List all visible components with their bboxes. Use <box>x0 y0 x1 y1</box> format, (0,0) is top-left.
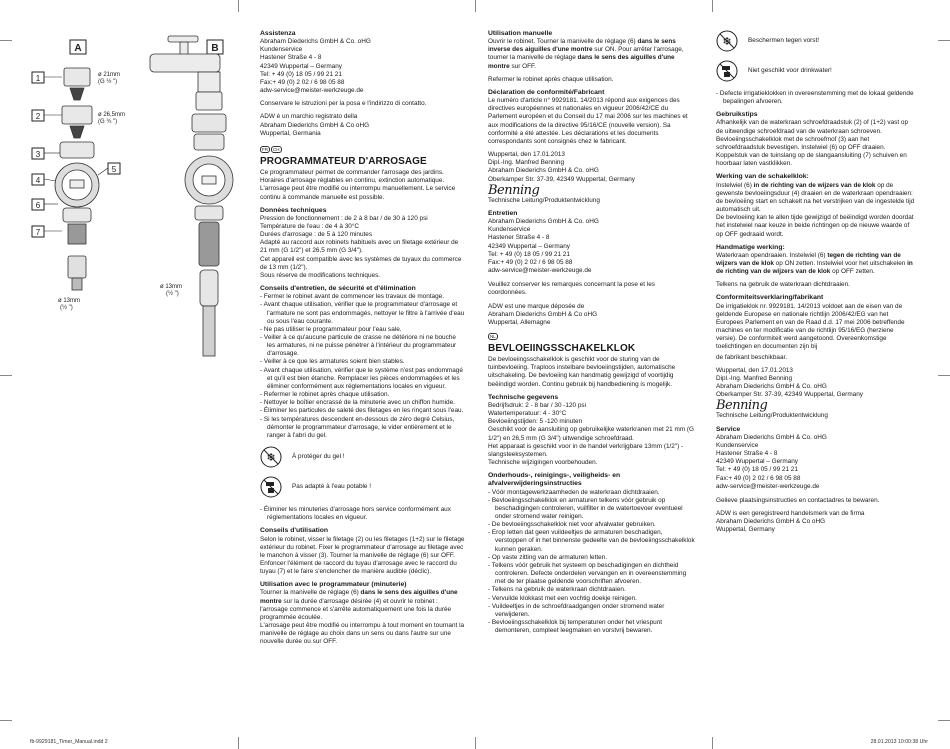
language-flags: FR CH <box>262 146 280 152</box>
use-heading-fr: Conseils d'utilisation <box>260 527 329 535</box>
frost-icon <box>716 30 738 52</box>
signature: Benning <box>488 182 540 198</box>
conserve-note: Conservare le istruzioni per la posa e l'indirizzo di contatto. <box>260 100 427 108</box>
sign-date: Wuppertal, den 17.01.2013 <box>488 151 565 159</box>
exploded-parts-a <box>55 68 99 244</box>
prog-heading-fr: Utilisation avec le programmateur (minuterie) <box>260 581 407 589</box>
use-text-nl: Afhankelijk van de waterkraan schroefdraadstuk (2) of (1+2) vast op de uitwendige schroefdraad van de waterkraan schroeven. Bevloeiingsschakelklok met de schroefmof (3) aan het schroefdraadstuk bevestigen. Instelwiel (6) op OFF draaien. Koppelstuk van de tuinslang op de slangaansluiting (7) schuiven en hoorbaar laten vastklikken. <box>716 119 908 168</box>
tech-heading-fr: Données techniques <box>260 206 327 214</box>
dim-26-thread: (G ¾ ") <box>98 119 118 125</box>
prog-text-fr: Tourner la manivelle de réglage (6) dans le sens des aiguilles d'une montre sur la durée d'arrosage désirée (4) et ouvrir le robinet : l'arrosage commence et s'arrête automatiquement une fois la durée programmée écoulée. <box>260 589 458 621</box>
entretien-address: Abraham Diederichs GmbH & Co. oHG Kundenservice Hastener Straße 4 - 8 42349 Wuppertal – Germany Tel: + 49 (0) 18 05 / 99 21 21 Fax:+ 49 (0) 2 02 / 6 98 05 88 adw-service@meister-werkzeuge.de <box>488 218 599 275</box>
water-warning-nl: Niet geschikt voor drinkwater! <box>716 60 916 82</box>
frost-icon <box>260 446 282 468</box>
decl-heading-fr: Déclaration de conformité/Fabricant <box>488 88 605 96</box>
work-text-nl: Instelwiel (6) in de richting van de wijzers van de klok op de gewenste bevloeiingsduur (4) draaien en de waterkraan opendraaien: de bevloeiing start en schakelt na het verstrijken van de ingestelde tijd automatisch uit. <box>716 181 915 214</box>
elim-list-nl: - Defecte irrigatieklokken in overeenstemming met de lokaal geldende bepalingen afvoeren. <box>716 90 916 106</box>
work-heading-nl: Werking van de schakelklok: <box>716 173 809 181</box>
use-text-fr: Selon le robinet, visser le filetage (2) ou les filetages (1+2) sur le filetage extérieur du robinet. Fixer le programmateur d'arrosage au filetage avec le manchon à visser (3). Tourner la manivelle de réglage (6) sur OFF. Enfoncer l'élément de raccord du tuyau d'arrosage avec le raccord du tuyau (7) et le faire s'enclencher de manière audible (déclic). <box>260 535 465 576</box>
dim-13b-label: ø 13mm <box>160 284 183 290</box>
sign-block-nl: Dipl.-Ing. Manfred Benning Abraham Diederichs GmbH & Co. oHG Oberkamper Str. 37-39, 42349 Wuppertal, Germany <box>716 374 863 399</box>
decl-text-fr: Le numéro d'article n° 9929181. 14/2013 répond aux exigences des directives européennes et nationales en vigueur 2006/42/CE du Parlement européen et du Conseil du 17 mai 2006 sur les machines et aux modifications de la directive 95/16/CE (nouvelle version). Sa conformité a été attestée. Les déclarations et les documents correspondants sont consignés chez le fabricant. <box>488 97 688 145</box>
svg-text:❄: ❄ <box>266 452 276 465</box>
column-1 <box>260 30 465 652</box>
svg-text:1: 1 <box>35 74 41 83</box>
service-address-nl: Abraham Diederichs GmbH & Co. oHG Kundenservice Hastener Straße 4 - 8 42349 Wuppertal – Germany Tel: + 49 (0) 18 05 / 99 21 21 Fax:+ 49 (0) 2 02 / 6 98 05 88 adw-service@meister-werkzeuge.de <box>716 433 827 490</box>
decl-heading-nl: Conformiteitsverklaring/fabrikant <box>716 294 824 302</box>
close-tap-fr: Refermer le robinet après chaque utilisation. <box>488 75 614 83</box>
manual-text-fr: Ouvrir le robinet. Tourner la manivelle de réglage (6) dans le sens inverse des aiguilles d'une montre sur ON. Pour arrêter l'arrosage, tourner la manivelle de réglage dans le sens des aiguilles d'une montre sur OFF. <box>488 38 684 70</box>
prog-text2-fr: L'arrosage peut être modifié ou interrompu à tout moment en tournant la manivelle de réglage au choix dans un sens ou dans l'autre sur une nouvelle durée ou sur OFF. <box>260 622 465 646</box>
tech-heading-nl: Technische gegevens <box>488 393 559 401</box>
footer-timestamp: 28.01.2013 10:00:38 Uhr <box>870 739 928 745</box>
dim-21-label: ø 21mm <box>98 72 121 78</box>
assist-heading: Assistenza <box>260 30 296 37</box>
svg-text:5: 5 <box>111 165 117 174</box>
entretien-heading: Entretien <box>488 209 518 217</box>
use-heading-nl: Gebruikstips <box>716 111 758 119</box>
adw-trademark-it: ADW è un marchio registrato della Abraham Diederichs GmbH & Co oHG Wuppertal, Germania <box>260 113 370 137</box>
assembly-diagram <box>0 30 240 360</box>
svg-text:2: 2 <box>35 112 41 121</box>
tech-data-fr: Pression de fonctionnement : de 2 à 8 bar / de 30 à 120 psi Température de l'eau : de 4 à 30°C Durées d'arrosage : de 5 à 120 minutes Adapté au raccord aux robinets habituels avec un filetage extérieur de 21 mm (G 1/2") et 26,5 mm (G 3/4"). Cet appareil est compatible avec les systèmes de tuyaux du commerce de 13 mm (1/2"). Sous réserve de modifications techniques. <box>260 214 462 279</box>
sign-date-nl: Wuppertal, den 17.01.2013 <box>716 366 793 374</box>
decl-tail-nl: de fabrikant beschikbaar. <box>716 353 788 361</box>
intro-nl: De bevloeiingsschakelklok is geschikt voor de sturing van de tuinbevloeiing. Traploos instelbare bevloeiingstijden, automatische uitschakeling. De bevloeiing kan handmatig gewijzigd of voortijdig beëindigd worden. Continu gebruik bij handbediening is mogelijk. <box>488 356 676 388</box>
language-flag-nl: NL <box>490 334 496 339</box>
maint-list-nl: - Vóór montagewerkzaamheden de waterkraan dichtdraaien. - Bevloeiingsschakelklok en armaturen telkens vóór gebruik op beschadigingen controleren, vuilfilter in de watertoevoer eventueel onder stromend water reinigen. - De bevloeiingsschakelklok niet voor afvalwater gebruiken. - Erop letten dat geen vuildeeltjes de armaturen beschadigen, verstoppen of in het binnenste gedeelte van de bevloeiingsschakelklok kunnen geraken. - Op vaste zitting van de armaturen letten. - Telkens vóór gebruik het systeem op beschadigingen en dichtheid controleren. Defecte onderdelen vervangen en in overeenstemming met de ter plaatse geldende voorschriften afvoeren. - Telkens na gebruik de waterkraan dichtdraaien. - Vervuilde klokkast met een vochtig doekje reinigen. - Vuildeeltjes in de schroefdraadgangen onder stromend water verwijderen. - Bevloeiingsschakelklok bij temperaturen onder het vriespunt demonteren, compleet leegmaken en vorstvrij bewaren. <box>488 489 695 636</box>
tech-data-nl: Bedrijfsdruk: 2 - 8 bar / 30 -120 psi Watertemperatuur: 4 - 30°C Bevloeiingstijden: 5 -120 minuten Geschikt voor de aansluiting op gebruikelijke waterkranen met 21 mm (G 1/2") en 26,5 mm (G 3/4") uitwendige schroefdraad. Het apparaat is geschikt voor in de handel verkrijgbare 13mm (1/2") - slangsteeksystemen. Technische wijzigingen voorbehouden. <box>488 401 695 467</box>
decl-text-nl: De irrigatieklok nr. 9929181. 14/2013 voldoet aan de eisen van de geldende Europese en nationale richtlijn 2006/42/EG van het Europees Parlement en van de Raad d.d. 17 mei 2006 betreffende machines en ter modificatie van de richtlijn 95/16/EG (herziene versie). De conformiteit werd aangetoond. Overeenkomstige toelichtingen en documenten zijn bij <box>716 302 905 351</box>
manual-heading-nl: Handmatige werking: <box>716 243 785 251</box>
svg-text:7: 7 <box>35 228 41 237</box>
intro-fr: Ce programmateur permet de commander l'arrosage des jardins. Horaires d'arrosage réglables en continu, extinction automatique. L'arrosage peut être modifié ou interrompu manuellement. Le service continu à commande manuelle est possible. <box>260 169 456 201</box>
maint-heading-fr: Conseils d'entretien, de sécurité et d'élimination <box>260 285 416 293</box>
adw-trademark-nl: ADW is een geregistreerd handelsmerk van de firma Abraham Diederichs GmbH & Co oHG Wuppertal, Germany <box>716 510 865 534</box>
sign-role: Technische Leitung/Produktentwicklung <box>488 196 600 204</box>
frost-warning-fr: ❄ À protéger du gel ! <box>260 446 465 468</box>
column-2 <box>488 30 695 640</box>
elim-list-fr: - Éliminer les minuteries d'arrosage hors service conformément aux réglementations locales en vigueur. <box>260 506 465 522</box>
no-drinking-water-icon <box>716 60 738 82</box>
maint-heading-nl: Onderhouds-, reinigings-, veiligheids- en afvalverwijderingsinstructies <box>488 472 621 488</box>
label-a: A <box>74 43 82 54</box>
title-nl: BEVLOEIINGSSCHAKELKLOK <box>488 343 636 355</box>
title-fr: PROGRAMMATEUR D'ARROSAGE <box>260 156 427 168</box>
keep-note-fr: Veuillez conserver les remarques concernant la pose et les coordonnées. <box>488 281 655 297</box>
manual-heading-fr: Utilisation manuelle <box>488 30 553 37</box>
keep-note-nl: Gelieve plaatsingsinstructies en contactadres te bewaren. <box>716 496 880 504</box>
svg-text:❄: ❄ <box>722 36 732 48</box>
label-b: B <box>211 43 219 54</box>
dim-13a-inch: (½ ") <box>60 305 73 311</box>
column-3 <box>716 30 916 535</box>
hose-connector-a <box>68 256 86 290</box>
dim-26-label: ø 26,5mm <box>98 112 126 118</box>
water-warning-fr: Pas adapté à l'eau potable ! <box>260 476 465 498</box>
footer-file-name: fb-9929181_Timer_Manual.indd 2 <box>30 739 108 745</box>
close-tap-nl: Telkens na gebruik de waterkraan dichtdraaien. <box>716 281 850 289</box>
no-drinking-water-icon <box>260 476 282 498</box>
maint-list-fr: - Fermer le robinet avant de commencer les travaux de montage. - Avant chaque utilisation, vérifier que le programmateur d'arrosage et l'armature ne sont pas endommagés, nettoyer le filtre à l'arrivée d'eau ou sous l'eau courante. - Ne pas utiliser le programmateur pour l'eau sale. - Veiller à ce qu'aucune particule de crasse ne détériore ni ne bouche les armatures, ni ne puisse pénétrer à l'intérieur du programmateur d'arrosage. - Veiller à ce que les armatures soient bien stables. - Avant chaque utilisation, vérifier que le système n'est pas endommagé et qu'il est bien étanche. Remplacer les pièces endommagées et les éliminer conformément aux réglementations locales en vigueur. - Refermer le robinet après chaque utilisation. - Nettoyer le boîtier encrassé de la minuterie avec un chiffon humide. - Éliminer les particules de saleté des filetages en les rinçant sous l'eau. - Si les températures descendent en-dessous de zéro degré Celsius, démonter le programmateur d'arrosage, le vider entièrement et le ranger à l'abri du gel. <box>260 293 465 440</box>
manual-text-nl: Waterkraan opendraaien. Instelwiel (6) tegen de richting van de wijzers van de klok op ON zetten. Instelwiel voor het uitschakelen in de richting van de wijzers van de klok op OFF zetten. <box>716 251 913 276</box>
adw-trademark-fr: ADW est une marque déposée de Abraham Diederichs GmbH & Co oHG Wuppertal, Allemagne <box>488 302 598 326</box>
work-text2-nl: De bevloeiing kan te allen tijde gewijzigd of beëindigd worden doordat het instelwiel naar keuze in beide richtingen op de nieuwe waarde of op OFF gedraaid wordt. <box>716 214 914 238</box>
dim-13b-inch: (½ ") <box>166 291 179 297</box>
dim-21-thread: (G ½ ") <box>98 79 118 85</box>
signature-nl: Benning <box>716 398 768 414</box>
sign-role-nl: Technische Leitung/Produktentwicklung <box>716 412 828 420</box>
dim-13a-label: ø 13mm <box>58 298 81 304</box>
assembled-timer <box>185 114 233 356</box>
frost-warning-nl: ❄ Beschermen tegen vorst! <box>716 30 916 52</box>
service-heading-nl: Service <box>716 425 741 433</box>
assist-address: Abraham Diederichs GmbH & Co. oHG Kundenservice Hastener Straße 4 - 8 42349 Wuppertal – Germany Tel: + 49 (0) 18 05 / 99 21 21 Fax:+ 49 (0) 2 02 / 6 98 05 88 adw-service@meister-werkzeuge.de <box>260 38 371 95</box>
svg-text:6: 6 <box>35 201 41 210</box>
svg-text:3: 3 <box>35 150 41 159</box>
sign-block: Dipl.-Ing. Manfred Benning Abraham Diederichs GmbH & Co. oHG Oberkamper Str. 37-39, 42349 Wuppertal, Germany <box>488 159 635 183</box>
svg-text:4: 4 <box>35 176 41 185</box>
